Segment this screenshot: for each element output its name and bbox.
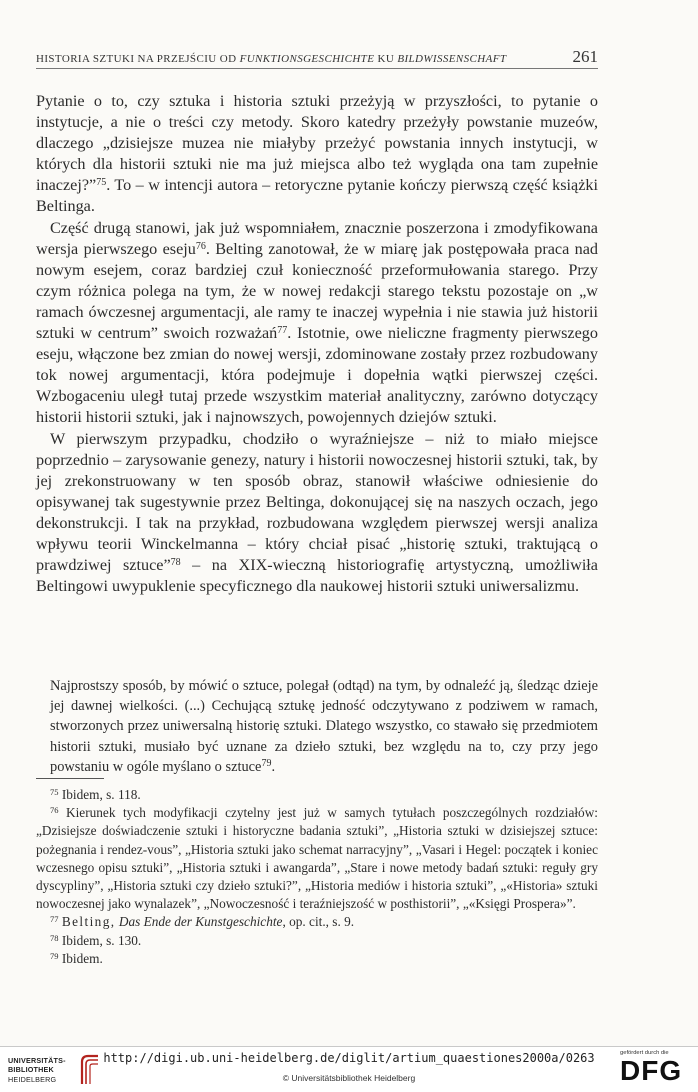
footnote-76: $^{76}$ Kierunek tych modyfikacji czytelny jest już w samych tytułach poszczególnych rozdziałów: „Dzisiejsze doświadczenie sztuki i historyczne badania sztuki”, „Historia sztuki w dzisiejszej sztuce: pożegnania i rendez-vous”, „Historia sztuki jako schemat narracyjny”, „Vasari i Hegel: początek i koniec wczesnego opisu sztuki”, „Historia sztuki i awangarda”, „Stare i nowe metody badań sztuki: reguły gry dyscypliny”, „Historia sztuki czy dzieło sztuki?”, „Historia mediów i historia sztuki”, „«Historia» sztuki nowoczesnej jako wynalazek”, „Nowoczesność i teraźniejszość w posthistorii”, „«Księgi Prospera»”. (36, 805, 598, 912)
paragraph-1: Pytanie o to, czy sztuka i historia sztuki przeżyją w przyszłości, to pytanie o instytucje, a nie o treści czy metody. Skoro katedry przeżyły powstanie muzeów, dlaczego „dzisiejsze muzea nie miałyby przeżyć powstania innych instytucji, w których dla historii sztuki nie ma już miejsca albo też wygląda ona tam zupełnie inaczej?”$^{75}$. To – w intencji autora – retoryczne pytanie kończy pierwszą część książki Beltinga. (36, 92, 598, 216)
dfg-logo[interactable] (620, 1050, 692, 1088)
main-text (36, 91, 598, 597)
footnote-ref-79[interactable]: 79 (261, 757, 272, 769)
footnote-ref-76[interactable]: 76 (195, 240, 206, 252)
running-header (36, 46, 598, 68)
footnote-78: $^{78}$ Ibidem, s. 130. (50, 932, 142, 948)
footnote-ref-75[interactable]: 75 (96, 177, 107, 189)
footnote-ref-77[interactable]: 77 (277, 325, 288, 337)
page-number: 261 (572, 47, 598, 66)
footnote-75: $^{75}$ Ibidem, s. 118. (50, 787, 141, 802)
permalink-url[interactable]: http://digi.ub.uni-heidelberg.de/diglit/artium_quaestiones2000a/0263 (103, 1051, 595, 1065)
block-quote: Najprostszy sposób, by mówić o sztuce, polegał (odtąd) na tym, by odnaleźć ją, śledząc dzieje jej dawnej wielkości. (...) Cechującą sztukę jedność odczytywano z podziwem w ramach, stworzonych przez uniwersalną historię sztuki. Dlatego wszystko, co stawało się przedmiotem historii sztuki, musiało być uznane za dzieło sztuki, bez względu na to, czy przy jego powstaniu w ogóle myślano o sztuce$^{79}$. (50, 678, 598, 775)
footnote-ref-78[interactable]: 78 (170, 557, 181, 569)
running-title: HISTORIA SZTUKI NA PRZEJŚCIU OD FUNKTIONSGESCHICHTE KU BILDWISSENSCHAFT (36, 53, 507, 65)
footnote-77: $^{77}$ Belting, Das Ende der Kunstgeschichte, op. cit., s. 9. (50, 914, 355, 930)
dfg-wordmark: DFG (620, 1055, 683, 1086)
footnotes (36, 786, 598, 968)
copyright-notice: © Universitätsbibliothek Heidelberg (282, 1073, 416, 1083)
paragraph-3: W pierwszym przypadku, chodziło o wyraźniejsze – niż to miało miejsce poprzednio – zarysowanie genezy, natury i historii nowoczesnej historii sztuki, tak, by jej zrekonstruowany w ten sposób obraz, stanowił właściwe odniesienie do opisywanej tak sugestywnie przez Beltinga, dokonującej się na naszych oczach, jego dekonstrukcji. I tak na przykład, rozbudowana względem pierwszej wersji analiza wpływu teorii Winckelmanna – który chciał pisać „historię sztuki, traktującą o prawdziwej sztuce”$^{78}$ – na XIX-wieczną historiografię artystyczną, umożliwiła Beltingowi uwypuklenie specyficznego dla naukowej historii sztuki uniwersalizmu. (36, 429, 598, 596)
dfg-caption: gefördert durch die (620, 1050, 669, 1056)
footnote-rule (36, 778, 104, 779)
library-logo-text: UNIVERSITÄTS- BIBLIOTHEK HEIDELBERG (8, 1056, 66, 1084)
header-rule (36, 68, 598, 69)
footnote-79: $^{79}$ Ibidem. (50, 950, 103, 966)
paragraph-2: Część drugą stanowi, jak już wspomniałem, znacznie poszerzona i zmodyfikowana wersja pierwszego eseju$^{76}$. Belting zanotował, że w miarę jak postępowała praca nad nowym esejem, coraz bardziej czuł konieczność przeformułowania starego. Przy czym różnica polega na tym, że w nowej redakcji starego tekstu pozostaje on „w ramach ówczesnej argumentacji, ale ramy te inaczej wypełnia i nie stawia już historii sztuki w centrum” swoich rozważań$^{77}$. Istotnie, owe nieliczne fragmenty pierwszego eseju, włączone bez zmian do nowej wersji, zdominowane zostały przez rozbudowany tok nowej argumentacji, która podejmuje i dopełnia wątki pierwszej części. Wzbogaceniu uległ tutaj przede wszystkim materiał analityczny, zarówno dotyczący historii historii sztuki, jak i najnowszych, powojennych dziejów sztuki. (36, 218, 598, 427)
